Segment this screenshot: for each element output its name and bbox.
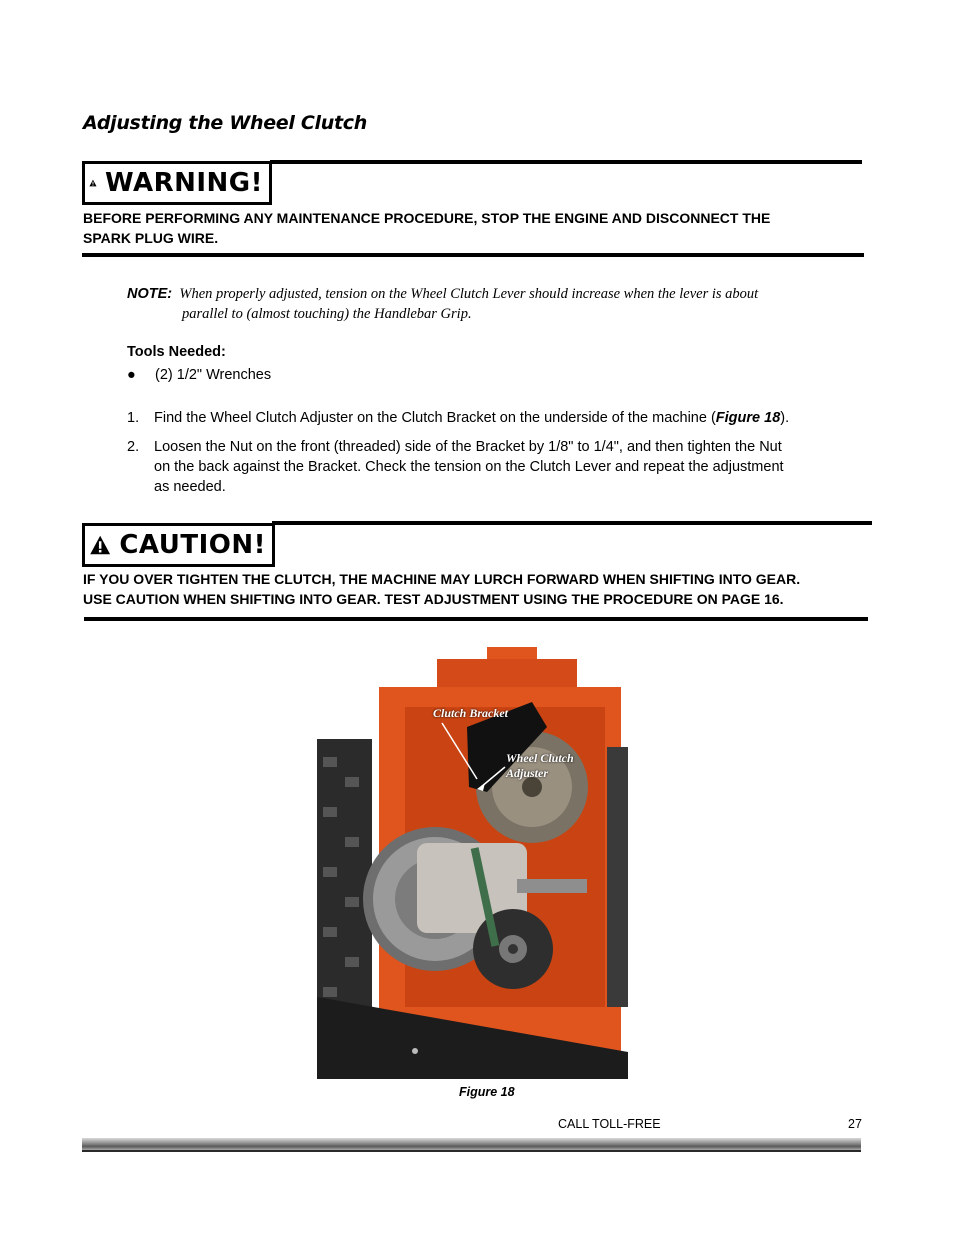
clutch-bracket-label: Clutch Bracket (433, 706, 509, 720)
adjuster-label-line-1: Wheel Clutch (506, 751, 574, 765)
figure-18-photo (317, 647, 628, 1079)
step-number: 2. (127, 439, 140, 455)
step-number: 1. (127, 410, 140, 426)
caution-badge-label: CAUTION! (119, 530, 266, 560)
tools-needed-label: Tools Needed: (127, 344, 226, 360)
tools-list-item (127, 367, 271, 383)
warning-text (83, 208, 873, 248)
step-1-text-end: ). (780, 410, 790, 426)
note-label: NOTE: (127, 286, 173, 302)
step-2-line-2: on the back against the Bracket. Check the tension on the Clutch Lever and repeat the adjustment (154, 459, 784, 475)
figure-caption: Figure 18 (459, 1085, 515, 1099)
figure-reference: Figure 18 (715, 410, 781, 426)
warning-text-line-1: BEFORE PERFORMING ANY MAINTENANCE PROCEDURE, STOP THE ENGINE AND DISCONNECT THE (83, 210, 771, 226)
note-block (127, 284, 827, 324)
caution-text-line-2: USE CAUTION WHEN SHIFTING INTO GEAR. TEST ADJUSTMENT USING THE PROCEDURE ON PAGE 16. (83, 591, 784, 607)
warning-triangle-icon (89, 166, 97, 200)
warning-bottom-rule (82, 253, 864, 257)
warning-badge-label: WARNING! (104, 168, 263, 198)
adjuster-label-line-2: Adjuster (506, 766, 549, 780)
page-number: 27 (848, 1117, 862, 1131)
footer-bar (82, 1138, 861, 1152)
bullet-icon: ● (127, 367, 136, 383)
step-text (154, 437, 784, 497)
warning-text-line-2: SPARK PLUG WIRE. (83, 230, 219, 246)
caution-badge (82, 523, 275, 567)
section-title: Adjusting the Wheel Clutch (83, 112, 367, 134)
step-text (154, 408, 789, 428)
wheel-clutch-adjuster-label (506, 751, 574, 781)
step-1-text: Find the Wheel Clutch Adjuster on the Clutch Bracket on the underside of the machine ( (154, 410, 716, 426)
note-line-1: When properly adjusted, tension on the Wheel Clutch Lever should increase when the lever is about (179, 286, 759, 302)
caution-triangle-icon (89, 528, 111, 562)
footer-call-toll-free: CALL TOLL-FREE (558, 1117, 661, 1131)
step-2-line-1: Loosen the Nut on the front (threaded) side of the Bracket by 1/8" to 1/4", and then tighten the Nut (154, 439, 782, 455)
caution-text-line-1: IF YOU OVER TIGHTEN THE CLUTCH, THE MACHINE MAY LURCH FORWARD WHEN SHIFTING INTO GEAR. (83, 571, 801, 587)
caution-text (83, 569, 883, 609)
caution-top-rule (272, 521, 872, 525)
warning-badge (82, 161, 272, 205)
note-line-2: parallel to (almost touching) the Handlebar Grip. (182, 306, 472, 322)
warning-top-rule (270, 160, 862, 164)
step-1 (127, 408, 847, 428)
step-2-line-3: as needed. (154, 479, 226, 495)
caution-bottom-rule (84, 617, 868, 621)
step-2 (127, 437, 847, 497)
tools-item-text: (2) 1/2" Wrenches (155, 367, 272, 383)
